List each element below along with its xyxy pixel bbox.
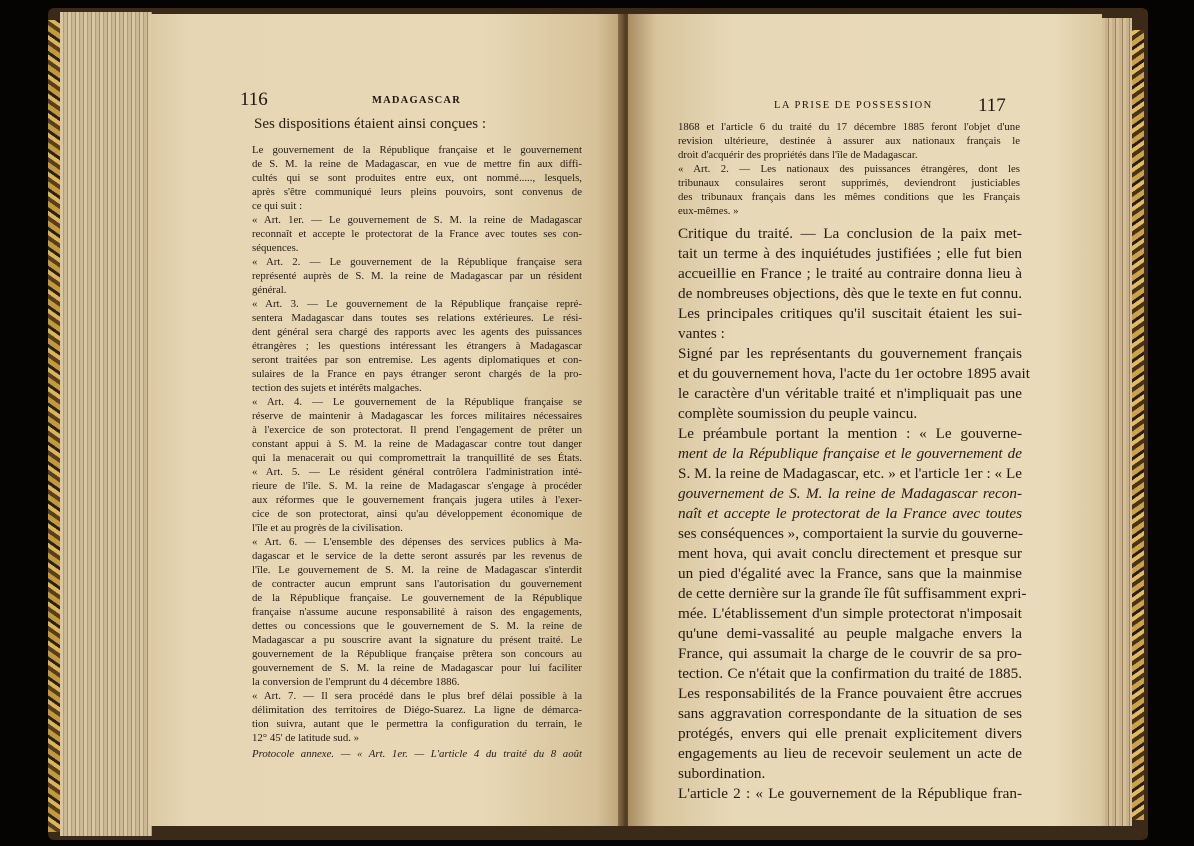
text-line: l'île. Le gouvernement de S. M. la reine de Madagascar s'interdit [252, 564, 582, 576]
text-line: constant appui à S. M. la reine de Madagascar contre tout danger [252, 438, 582, 450]
text-line: Les principales critiques qu'il suscitait étaient les sui- [678, 305, 1022, 322]
text-line: protégés, envers qui elle prenait explicitement divers [678, 725, 1022, 742]
text-line: sulaires de la France en pays étranger seront chargés de la pro- [252, 368, 582, 380]
text-line: ses conséquences », comportaient la survie du gouverne- [678, 525, 1023, 542]
text-line: qui la menacerait ou qui compromettrait la tranquillité de ses États. [252, 452, 582, 464]
text-line: l'île et au progrès de la civilisation. [252, 522, 403, 534]
text-line: vantes : [678, 325, 725, 342]
text-line: gouvernement de S. M. la reine de Madagascar pour lui faciliter [252, 662, 582, 674]
text-line: « Art. 1er. — Le gouvernement de S. M. la reine de Madagascar [252, 214, 582, 226]
text-line: de cette dernière sur la grande île fût suffisamment expri- [678, 585, 1027, 602]
text-line: gouvernement de la République française prêtera son concours au [252, 648, 582, 660]
text-line: après s'être communiqué leurs pleins pouvoirs, sont convenus de [252, 186, 582, 198]
text-line: Le préambule portant la mention : « Le gouverne- [678, 425, 1022, 442]
text-line: S. M. la reine de Madagascar, etc. » et l'article 1er : « Le [678, 465, 1022, 482]
text-line: eux-mêmes. » [678, 205, 739, 217]
text-line: étrangères ; les questions intéressant les étrangers à Madagascar [252, 340, 582, 352]
text-line: Protocole annexe. — « Art. 1er. — L'article 4 du traité du 8 août [252, 748, 582, 760]
text-line: subordination. [678, 765, 766, 782]
text-line: mée. L'établissement d'un simple protectorat n'imposait [678, 605, 1022, 622]
text-line: « Art. 4. — Le gouvernement de la République française se [252, 396, 582, 408]
text-line: naît et accepte le protectorat de la France avec toutes [678, 505, 1022, 522]
text-line: de la République française. Le gouvernement de la République [252, 592, 582, 604]
text-line: le caractère d'un véritable traité et n'impliquait pas une [678, 385, 1022, 402]
text-line: Le gouvernement de la République française et le gouvernement [252, 144, 582, 156]
text-line: France, qui assumait la charge de le couvrir de sa pro- [678, 645, 1022, 662]
text-line: de S. M. la reine de Madagascar, en vue de mettre fin aux diffi- [252, 158, 582, 170]
text-line: cice de son protectorat, ainsi qu'au développement économique de [252, 508, 582, 520]
text-line: L'article 2 : « Le gouvernement de la République fran- [678, 785, 1022, 802]
text-line: des tribunaux français dans les mêmes conditions que les Français [678, 191, 1020, 203]
text-line: cultés qui se sont produites entre eux, ont nommé....., lesquels, [252, 172, 582, 184]
page-number-left: 116 [240, 89, 268, 110]
text-line: droit d'acquérir des propriétés dans l'île de Madagascar. [678, 149, 918, 161]
text-line: tait un terme à des inquiétudes justifiées ; elle fut bien [678, 245, 1022, 262]
running-head-left: MADAGASCAR [372, 95, 461, 106]
text-line: délimitation des territoires de Diégo-Suarez. La ligne de démarca- [252, 704, 582, 716]
text-line: Critique du traité. — La conclusion de la paix met- [678, 225, 1022, 242]
text-line: représenté auprès de S. M. la reine de Madagascar par un résident [252, 270, 582, 282]
text-line: « Art. 3. — Le gouvernement de la République française repré- [252, 298, 582, 310]
text-line: revision ultérieure, destinée à assurer aux nationaux français le [678, 135, 1020, 147]
text-line: à l'exercice de son protectorat. Il prend l'engagement de prêter un [252, 424, 582, 436]
text-line: « Art. 5. — Le résident général contrôlera l'administration inté- [252, 466, 582, 478]
text-line: seront traitées par son entremise. Les agents diplomatiques et con- [252, 354, 582, 366]
text-line: ment de la République française et le gouvernement de [678, 445, 1022, 462]
text-line: Madagascar a pu souscrire avant la signature du présent traité. Le [252, 634, 582, 646]
text-line: tection. Ce n'était que la confirmation du traité de 1885. [678, 665, 1022, 682]
text-line: général. [252, 284, 287, 296]
text-line: aux réformes que le gouvernement français jugera utiles à l'exer- [252, 494, 582, 506]
text-line: complète soumission du peuple vaincu. [678, 405, 918, 422]
text-line: « Art. 7. — Il sera procédé dans le plus bref délai possible à la [252, 690, 582, 702]
text-line: gouvernement de S. M. la reine de Madagascar recon- [678, 485, 1022, 502]
text-line: Les responsabilités de la France pouvaient être accrues [678, 685, 1022, 702]
text-line: sentera Madagascar dans toutes ses relations extérieures. Le rési- [252, 312, 582, 324]
text-line: tribunaux consulaires seront supprimés, deviendront justiciables [678, 177, 1020, 189]
text-line: « Art. 6. — L'ensemble des dépenses des services publics à Ma- [252, 536, 582, 548]
right-page [628, 14, 1102, 826]
text-line: ce qui suit : [252, 200, 303, 212]
text-line: « Art. 2. — Le gouvernement de la République française sera [252, 256, 582, 268]
text-line: ment hova, qui avait conclu directement et presque sur [678, 545, 1022, 562]
marbled-edge-right [1130, 30, 1144, 820]
text-line: française n'assume aucune responsabilité à raison des engagements, [252, 606, 582, 618]
left-page [150, 14, 625, 826]
text-line: qu'une demi-vassalité au peuple malgache envers la [678, 625, 1022, 642]
text-line: accueillie en France ; le traité au contraire donna lieu à [678, 265, 1022, 282]
text-line: sans aggravation correspondante de la situation de ses [678, 705, 1022, 722]
text-line: reconnaît et accepte le protectorat de la France avec toutes ses con- [252, 228, 582, 240]
text-line: Signé par les représentants du gouvernement français [678, 345, 1022, 362]
text-line: 1868 et l'article 6 du traité du 17 décembre 1885 feront l'objet d'une [678, 121, 1020, 133]
text-line: la conversion de l'emprunt du 4 décembre 1886. [252, 676, 460, 688]
running-head-right: LA PRISE DE POSSESSION [774, 100, 933, 111]
text-line: de contracter aucun emprunt sans l'autorisation du gouvernement [252, 578, 582, 590]
text-line: de nombreuses objections, dès que le texte en fut connu. [678, 285, 1022, 302]
text-line: engagements au lieu de recevoir seulement un acte de [678, 745, 1022, 762]
text-line: séquences. [252, 242, 299, 254]
text-line: 12° 45' de latitude sud. » [252, 732, 360, 744]
text-line: et du gouvernement hova, l'acte du 1er octobre 1895 avait [678, 365, 1030, 382]
text-line: Ses dispositions étaient ainsi conçues : [254, 116, 487, 132]
text-line: tion suivra, autant que le permettra la configuration du terrain, le [252, 718, 582, 730]
text-line: dettes ou concessions que le gouvernement de S. M. la reine de [252, 620, 582, 632]
text-line: rieure de l'île. S. M. la reine de Madagascar s'engage à procéder [252, 480, 582, 492]
page-edges-left [60, 12, 152, 836]
page-edges-right [1098, 18, 1132, 826]
text-line: tection des sujets et intérêts malgaches. [252, 382, 422, 394]
page-number-right: 117 [978, 95, 1006, 116]
text-line: « Art. 2. — Les nationaux des puissances étrangères, dont les [678, 163, 1020, 175]
text-line: dent général sera chargé des rapports avec les agents des puissances [252, 326, 582, 338]
text-line: un pied d'égalité avec la France, sans que la mainmise [678, 565, 1022, 582]
text-line: réserve de maintenir à Madagascar les forces militaires nécessaires [252, 410, 582, 422]
text-line: dagascar et le service de la dette seront assurés par les revenus de [252, 550, 582, 562]
